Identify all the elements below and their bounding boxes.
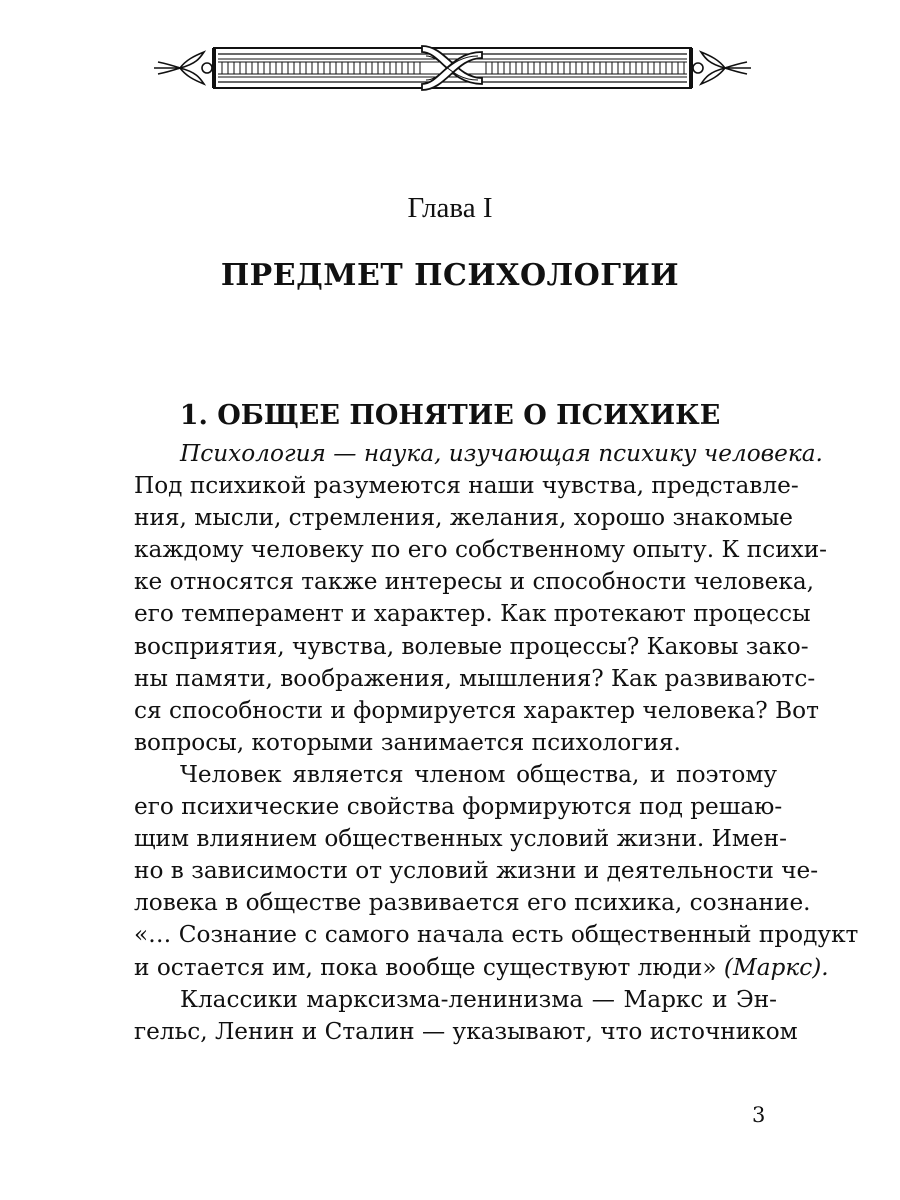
chapter-label: Глава I [407, 192, 493, 224]
paragraph-2-line-5: ловека в обществе развивается его психика, сознание. [134, 889, 811, 917]
ornament-knot [422, 46, 482, 90]
paragraph-1-line-2: Под психикой разумеются наши чувства, представле- [134, 472, 799, 500]
body-text [134, 438, 859, 1048]
paragraph-2-line-2: его психические свойства формируются под решаю- [134, 793, 783, 821]
paragraph-2-line-1: Человек является членом общества, и поэтому [180, 760, 777, 788]
paragraph-1-line-3: ния, мысли, стремления, желания, хорошо знакомые [134, 504, 794, 532]
chapter-title: ПРЕДМЕТ ПСИХОЛОГИИ [220, 258, 680, 293]
paragraph-1-line-5: ке относятся также интересы и способности человека, [134, 568, 815, 596]
paragraph-2-line-6: «… Сознание с самого начала есть общественный продукт [134, 921, 859, 949]
right-ornament-tip [693, 52, 751, 84]
paragraph-1-line-4: каждому человеку по его собственному опыту. К психи- [134, 536, 828, 564]
definition-italic: Психология — наука, изучающая психику человека. [180, 440, 823, 467]
paragraph-3-line-1: Классики марксизма-ленинизма — Маркс и Эн- [180, 985, 777, 1013]
quote-attribution: (Маркс). [723, 953, 829, 981]
paragraph-1-line-1 [134, 438, 823, 470]
paragraph-2-line-7 [134, 952, 829, 984]
paragraph-1-line-9: ся способности и формируется характер человека? Вот [134, 696, 819, 724]
paragraph-1-line-6: его темперамент и характер. Как протекают процессы [134, 600, 811, 628]
paragraph-2-line-3: щим влиянием общественных условий жизни. Имен- [134, 825, 787, 853]
quote-text: и остается им, пока вообще существуют люди» [134, 953, 717, 981]
paragraph-3-line-2: гельс, Ленин и Сталин — указывают, что источником [134, 1017, 798, 1045]
paragraph-1-line-7: восприятия, чувства, волевые процессы? Каковы зако- [134, 632, 809, 660]
paragraph-1-line-8: ны памяти, воображения, мышления? Как развиваютс- [134, 664, 816, 692]
paragraph-2-line-4: но в зависимости от условий жизни и деятельности че- [134, 857, 819, 885]
page-number: 3 [752, 1103, 766, 1127]
section-title: 1. ОБЩЕЕ ПОНЯТИЕ О ПСИХИКЕ [179, 400, 721, 431]
chapter-ornament-divider [150, 40, 755, 96]
paragraph-1-line-10: вопросы, которыми занимается психология. [134, 728, 681, 756]
left-ornament-tip [154, 52, 212, 84]
